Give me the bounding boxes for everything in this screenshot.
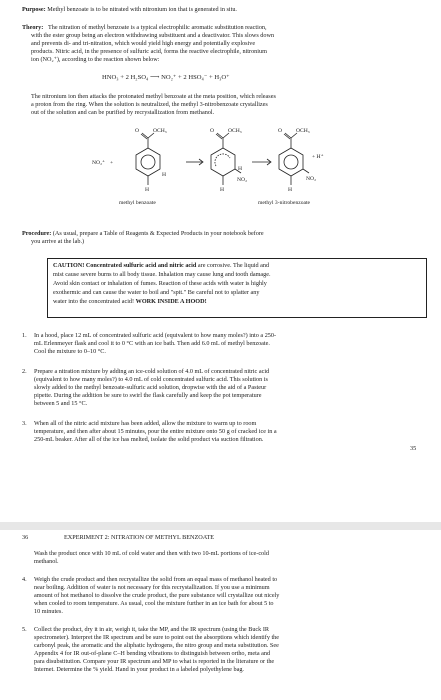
caution-box	[47, 258, 427, 318]
step-line: Weigh the crude product and then recrystallize the solid from an equal mass of methanol heated to	[34, 576, 278, 583]
compound-label-methyl-3-nitrobenzoate: methyl 3-nitrobenzoate	[258, 200, 311, 206]
oxygen-label: O	[278, 128, 283, 134]
theory-line: out of the solution and can be purified by recrystallization from methanol.	[31, 109, 215, 116]
hydrogen-label: H	[145, 187, 150, 193]
procedure-label: Procedure:	[22, 230, 52, 237]
nitro-label: NO₂	[306, 176, 317, 182]
step-number: 4.	[22, 576, 27, 583]
procedure-line: you arrive at the lab.)	[31, 238, 85, 245]
step-line: mL Erlenmeyer flask and cool it to 0 °C with an ice bath. Then add 6.0 mL of methyl benzoate.	[34, 340, 270, 347]
step-line: when cooled to room temperature. As usual, cool the mixture further in an ice bath for about 5 to	[34, 600, 274, 607]
step-number: 5.	[22, 626, 27, 633]
step-line: Appendix 4 for IR out-of-plane C–H bending vibrations to distinguish between ortho, meta and	[34, 650, 271, 657]
caution-warning: WORK INSIDE A HOOD!	[135, 298, 207, 305]
theory-line: The nitronium ion then attacks the protonated methyl benzoate at the meta position, which releases	[31, 93, 276, 100]
caution-line: Avoid skin contact or inhalation of fumes. Reaction of these acids with water is highly	[53, 280, 267, 287]
step-line: temperature, and then after about 15 minutes, pour the entire mixture onto 50 g of cracked ice in a	[34, 428, 277, 435]
caution-line: mist cause severe burns to all body tissue. Inhalation may cause lung and tooth damage.	[53, 271, 271, 278]
step-line: spectrometer). Interpret the IR spectrum and be sure to point out the absorptions which identify the	[34, 634, 280, 641]
hydrogen-label: H	[238, 166, 243, 172]
purpose-text: Methyl benzoate is to be nitrated with nitronium ion that is generated in situ.	[47, 6, 237, 13]
caution-line	[53, 298, 207, 306]
theory-line: a proton from the ring. When the solution is neutralized, the methyl 3-nitrobenzoate crystallizes	[31, 101, 268, 108]
step-line: near boiling. Addition of water is not necessary for this recrystallization. If you use a minimum	[34, 584, 270, 591]
step-line: methanol.	[34, 558, 59, 565]
theory-line: and prevents di- and tri-nitration, which would yield high energy and potentially explosive	[31, 40, 256, 47]
caution-text: are corrosive. The liquid and	[197, 262, 270, 269]
caution-line	[53, 262, 269, 270]
purpose-line	[22, 6, 237, 14]
step-line: between 5 and 15 °C.	[34, 400, 88, 407]
step-line: pipette. During the addition be sure to swirl the flask carefully and keep the pot temperature	[34, 392, 262, 399]
step-number: 2.	[22, 368, 27, 375]
caution-text: water into the concentrated acid!	[53, 298, 135, 305]
step-line: slowly added to the methyl benzoate-sulfuric acid solution, dropwise with the aid of a Pasteur	[34, 384, 267, 391]
nitro-label: NO₂	[237, 177, 248, 183]
procedure-text: (As usual, prepare a Table of Reagents & Expected Products in your notebook before	[52, 230, 264, 237]
step-line: para disubstitution. Compare your IR spectrum and MP to what is reported in the literature or the	[34, 658, 275, 665]
step-line: Wash the product once with 10 mL of cold water and then with two 10-mL portions of ice-cold	[34, 550, 269, 557]
hydrogen-label: H	[162, 172, 167, 178]
step-line: When all of the nitric acid mixture has been added, allow the mixture to warm up to room	[34, 420, 257, 427]
hydrogen-label: H	[288, 187, 293, 193]
theory-line: with the ester group being an electron withdrawing substituent and a deactivator. This slows down	[31, 32, 275, 39]
procedure-line	[22, 230, 264, 238]
step-line: Collect the product, dry it in air, weigh it, take the MP, and the IR spectrum (using the Buck IR	[34, 626, 270, 633]
page-number: 35	[410, 445, 417, 452]
methoxy-label: OCH₃	[153, 128, 167, 134]
step-line: Internet. Determine the % yield. Hand in your product in a labeled polyethylene bag.	[34, 666, 244, 673]
nitronium-label: NO₂⁺	[92, 160, 105, 166]
methyl-benzoate-structure	[136, 133, 160, 185]
step-number: 3.	[22, 420, 27, 427]
methoxy-label: OCH₃	[228, 128, 242, 134]
step-line: In a hood, place 12 mL of concentrated sulfuric acid (equivalent to how many moles?) into a 250-	[34, 332, 277, 339]
step-line: Cool the mixture to 0–10 °C.	[34, 348, 106, 355]
step-line: carbonyl peak, the aromatic and the aliphatic hydrogens, the nitro group and meta substitution. See	[34, 642, 279, 649]
step-line: (equivalent to how many moles?) to 4.0 mL of cold concentrated sulfuric acid. This solution is	[34, 376, 268, 383]
methoxy-label: OCH₃	[296, 128, 310, 134]
plus-sign: +	[110, 160, 114, 166]
theory-label: Theory:	[22, 24, 44, 31]
theory-line: ion (NO₂⁺), according to the reaction shown below:	[31, 56, 160, 63]
theory-line: products. Nitric acid, in the presence of sulfuric acid, forms the reactive electrophile, nitronium	[31, 48, 267, 55]
oxygen-label: O	[135, 128, 140, 134]
compound-label-methyl-benzoate: methyl benzoate	[119, 200, 156, 206]
theory-line: The nitration of methyl benzoate is a typical electrophilic aromatic substitution reaction,	[48, 24, 267, 31]
page-gap	[0, 522, 441, 530]
step-line: 250-mL beaker. After all of the ice has melted, isolate the solid product via suction filtration.	[34, 436, 264, 443]
step-number: 1.	[22, 332, 27, 339]
running-header: EXPERIMENT 2: NITRATION OF METHYL BENZOATE	[64, 534, 215, 541]
page-36	[0, 530, 441, 700]
page-number: 36	[22, 534, 29, 541]
caution-heading: CAUTION! Concentrated sulfuric acid and nitric acid	[53, 262, 197, 269]
purpose-label: Purpose:	[22, 6, 46, 13]
reaction-scheme	[0, 118, 441, 218]
step-line: amount of hot methanol to dissolve the crude product, the pure substance will crystallize out nicely	[34, 592, 280, 599]
step-line: 10 minutes.	[34, 608, 63, 615]
oxygen-label: O	[210, 128, 215, 134]
proton-label: + H⁺	[312, 154, 324, 160]
step-line: Prepare a nitration mixture by adding an ice-cold solution of 4.0 mL of concentrated nitric acid	[34, 368, 270, 375]
hydrogen-label: H	[220, 187, 225, 193]
nitronium-equation: HNO₃ + 2 H₂SO₄ ⟶ NO₂⁺ + 2 HSO₄⁻ + H₃O⁺	[102, 74, 230, 81]
caution-line: exothermic and can cause the water to boil and "spit." Be careful not to splatter any	[53, 289, 260, 296]
methyl-3-nitrobenzoate-structure	[279, 133, 309, 185]
